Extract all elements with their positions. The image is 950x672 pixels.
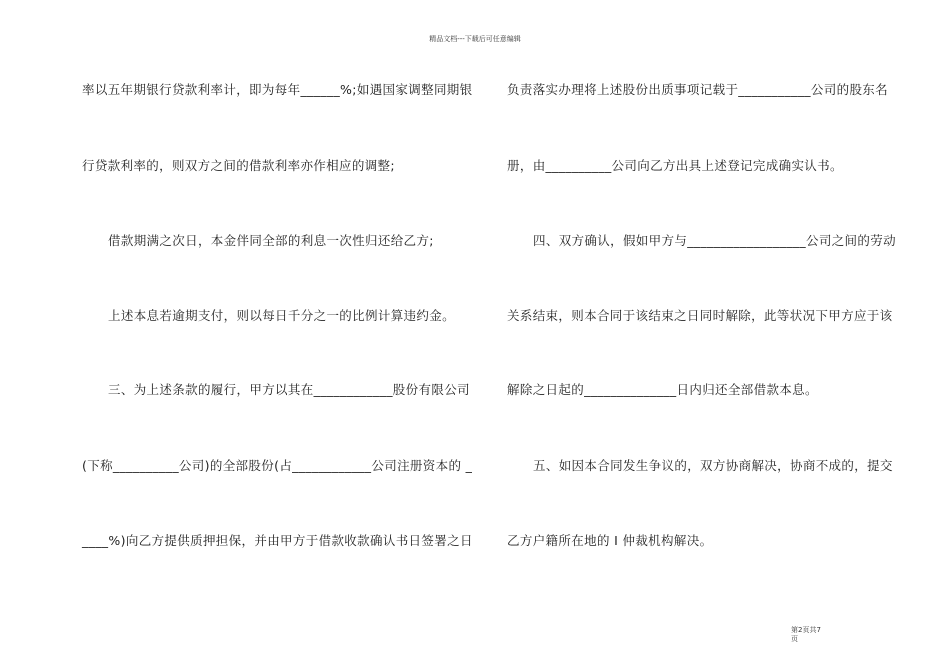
page-header: 精品文档---下载后可任意编辑 — [429, 35, 521, 43]
paragraph-line: 四、双方确认，假如甲方与__________________公司之间的劳动 — [533, 233, 896, 248]
page-number-line: 第2页共7 — [791, 626, 821, 634]
page-number-line: 页 — [791, 635, 798, 643]
paragraph-line: 借款期满之次日，本金伴同全部的利息一次性归还给乙方; — [108, 233, 434, 248]
page-number — [791, 626, 851, 644]
paragraph-line: 率以五年期银行贷款利率计，即为每年______%;如遇国家调整同期银 — [82, 82, 473, 97]
paragraph-line: 上述本息若逾期支付，则以每日千分之一的比例计算违约金。 — [108, 308, 455, 323]
paragraph-line: 关系结束，则本合同于该结束之日同时解除，此等状况下甲方应于该 — [507, 308, 893, 323]
paragraph-line: 乙方户籍所在地的 I 仲裁机构解决。 — [507, 533, 713, 548]
paragraph-line: 册，由__________公司向乙方出具上述登记完成确实认书。 — [507, 158, 843, 173]
paragraph-line: 三、为上述条款的履行，甲方以其在____________股份有限公司 — [108, 382, 470, 397]
paragraph-line: (下称__________公司)的全部股份(占____________公司注册资本的 _ — [82, 458, 473, 473]
paragraph-line: 解除之日起的______________日内归还全部借款本息。 — [507, 382, 818, 397]
paragraph-line: 五、如因本合同发生争议的，双方协商解决，协商不成的，提交 — [533, 458, 893, 473]
paragraph-line: 行贷款利率的，则双方之间的借款利率亦作相应的调整; — [82, 158, 395, 173]
paragraph-line: 负责落实办理将上述股份出质事项记载于___________公司的股东名 — [507, 82, 889, 97]
paragraph-line: ____%)向乙方提供质押担保，并由甲方于借款收款确认书日签署之日 — [82, 533, 473, 548]
